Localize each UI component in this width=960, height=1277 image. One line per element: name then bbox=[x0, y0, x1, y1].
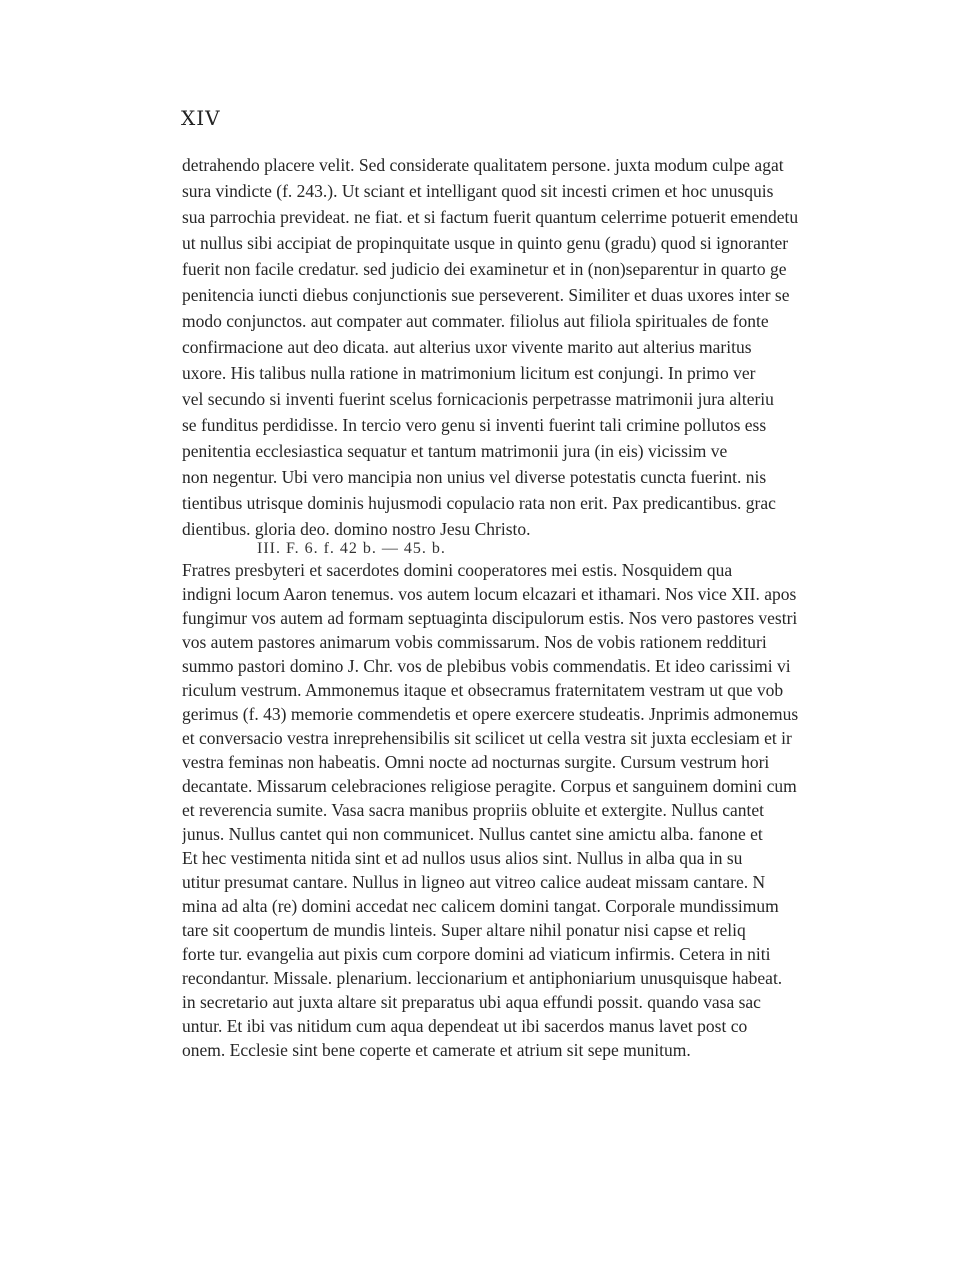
text-line: et conversacio vestra inreprehensibilis sit scilicet ut cella vestra sit juxta ecclesiam et ir bbox=[182, 728, 792, 748]
text-line: vel secundo si inventi fuerint scelus fornicacionis perpetrasse matrimonii jura alteriu bbox=[182, 389, 774, 409]
text-line: Fratres presbyteri et sacerdotes domini cooperatores mei estis. Nosquidem qua bbox=[182, 560, 733, 580]
text-line: uxore. His talibus nulla ratione in matrimonium licitum est conjungi. In primo ver bbox=[182, 363, 756, 383]
text-line: decantate. Missarum celebraciones religiose peragite. Corpus et sanguinem domini cum bbox=[182, 776, 797, 796]
text-line: penitencia iuncti diebus conjunctionis sue perseverent. Similiter et duas uxores inter se bbox=[182, 285, 790, 305]
text-line: et reverencia sumite. Vasa sacra manibus propriis obluite et extergite. Nullus cantet bbox=[182, 800, 765, 820]
text-line: dientibus. gloria deo. domino nostro Jesu Christo. bbox=[182, 519, 531, 539]
text-line: gerimus (f. 43) memorie commendetis et opere exercere studeatis. Jnprimis admonemus bbox=[182, 704, 799, 724]
text-line: summo pastori domino J. Chr. vos de plebibus vobis commendatis. Et ideo carissimi vi bbox=[182, 656, 791, 676]
text-line: vestra feminas non habeatis. Omni nocte ad nocturnas surgite. Cursum vestrum hori bbox=[182, 752, 770, 772]
text-line: sura vindicte (f. 243.). Ut sciant et intelligant quod sit incesti crimen et hoc unusquis bbox=[182, 181, 774, 201]
text-line: non negentur. Ubi vero mancipia non unius vel diverse potestatis cuncta fuerint. nis bbox=[182, 467, 767, 487]
text-line: forte tur. evangelia aut pixis cum corpore domini ad viaticum infirmis. Cetera in niti bbox=[182, 944, 771, 964]
text-line: vos autem pastores animarum vobis commissarum. Nos de vobis rationem reddituri bbox=[182, 632, 767, 652]
text-line: recondantur. Missale. plenarium. leccionarium et antiphoniarium unusquisque habeat. bbox=[182, 968, 783, 988]
text-line: modo conjunctos. aut compater aut commater. filiolus aut filiola spirituales de fonte bbox=[182, 311, 769, 331]
text-line: junus. Nullus cantet qui non communicet. Nullus cantet sine amictu alba. fanone et bbox=[182, 824, 763, 844]
text-line: mina ad alta (re) domini accedat nec calicem domini tangat. Corporale mundissimum bbox=[182, 896, 779, 916]
text-line: indigni locum Aaron tenemus. vos autem locum elcazari et ithamari. Nos vice XII. apos bbox=[182, 584, 797, 604]
text-line: onem. Ecclesie sint bene coperte et camerate et atrium sit sepe munitum. bbox=[182, 1040, 691, 1060]
text-line: tare sit coopertum de mundis linteis. Super altare nihil ponatur nisi capse et reliq bbox=[182, 920, 746, 940]
text-line: fuerit non facile credatur. sed judicio dei examinetur et in (non)separentur in quarto ge bbox=[182, 259, 787, 279]
text-line: penitentia ecclesiastica sequatur et tantum matrimonii jura (in eis) vicissim ve bbox=[182, 441, 728, 461]
text-line: se funditus perdidisse. In tercio vero genu si inventi fuerint tali crimine pollutos ess bbox=[182, 415, 767, 435]
page-number: XIV bbox=[181, 106, 221, 130]
text-line: Et hec vestimenta nitida sint et ad nullos usus alios sint. Nullus in alba qua in su bbox=[182, 848, 743, 868]
text-line: utitur presumat cantare. Nullus in ligneo aut vitreo calice audeat missam cantare. N bbox=[182, 872, 766, 892]
text-line: fungimur vos autem ad formam septuaginta discipulorum estis. Nos vero pastores vestri bbox=[182, 608, 798, 628]
text-line: sua parrochia prevideat. ne fiat. et si factum fuerit quantum celerrime potuerit emendetu bbox=[182, 207, 799, 227]
text-line: untur. Et ibi vas nitidum cum aqua dependeat ut ibi sacerdos manus lavet post co bbox=[182, 1016, 748, 1036]
text-line: ut nullus sibi accipiat de propinquitate usque in quinto genu (gradu) quod si ignoranter bbox=[182, 233, 789, 253]
text-line: tientibus utrisque dominis hujusmodi copulacio rata non erit. Pax predicantibus. grac bbox=[182, 493, 776, 513]
text-line: detrahendo placere velit. Sed considerate qualitatem persone. juxta modum culpe agat bbox=[182, 155, 784, 175]
text-line: in secretario aut juxta altare sit preparatus ubi aqua effundi possit. quando vasa sac bbox=[182, 992, 761, 1012]
section-heading: III. F. 6. f. 42 b. — 45. b. bbox=[257, 540, 446, 557]
text-line: confirmacione aut deo dicata. aut alterius uxor vivente marito aut alterius maritus bbox=[182, 337, 752, 357]
text-line: riculum vestrum. Ammonemus itaque et obsecramus fraternitatem vestram ut que vob bbox=[182, 680, 784, 700]
